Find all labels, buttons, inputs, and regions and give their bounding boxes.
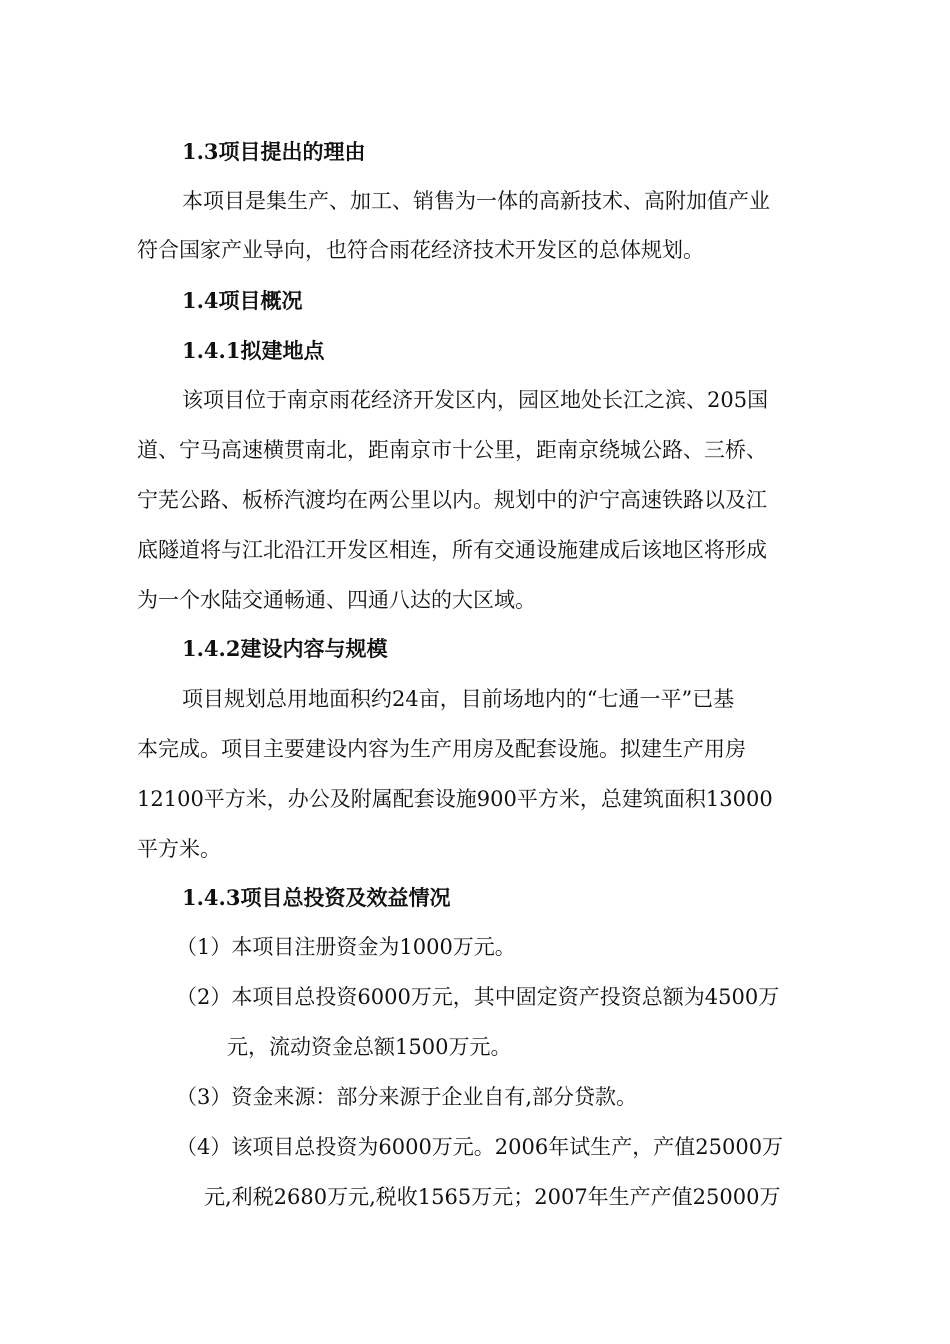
paragraph-line: 12100平方米，办公及附属配套设施900平方米，总建筑面积13000 [137, 787, 773, 811]
list-item: （4）该项目总投资为6000万元。2006年试生产，产值25000万 [176, 1135, 784, 1159]
paragraph-line: 底隧道将与江北沿江开发区相连，所有交通设施建成后该地区将形成 [137, 538, 767, 562]
section-heading-1-4: 1.4项目概况 [182, 288, 303, 313]
section-heading-1-4-3: 1.4.3项目总投资及效益情况 [182, 885, 451, 910]
paragraph-line: 项目规划总用地面积约24亩，目前场地内的“七通一平”已基 [182, 687, 735, 711]
paragraph-line: 符合国家产业导向，也符合雨花经济技术开发区的总体规划。 [137, 238, 704, 262]
list-item: （1）本项目注册资金为1000万元。 [176, 935, 516, 959]
paragraph-line: 本项目是集生产、加工、销售为一体的高新技术、高附加值产业 [182, 189, 770, 213]
paragraph-line: 本完成。项目主要建设内容为生产用房及配套设施。拟建生产用房 [137, 737, 746, 761]
section-heading-1-4-1: 1.4.1拟建地点 [182, 338, 325, 363]
list-item: （2）本项目总投资6000万元，其中固定资产投资总额为4500万 [176, 985, 780, 1009]
paragraph-line: 平方米。 [137, 837, 221, 861]
paragraph-line: 宁芜公路、板桥汽渡均在两公里以内。规划中的沪宁高速铁路以及江 [137, 488, 767, 512]
paragraph-line: 为一个水陆交通畅通、四通八达的大区域。 [137, 588, 536, 612]
section-heading-1-3: 1.3项目提出的理由 [182, 139, 366, 164]
list-item: （3）资金来源：部分来源于企业自有,部分贷款。 [176, 1085, 638, 1109]
section-heading-1-4-2: 1.4.2建设内容与规模 [182, 636, 388, 661]
paragraph-line: 该项目位于南京雨花经济开发区内，园区地处长江之滨、205国 [182, 388, 769, 412]
list-item-continuation: 元，流动资金总额1500万元。 [227, 1035, 512, 1059]
paragraph-line: 道、宁马高速横贯南北，距南京市十公里，距南京绕城公路、三桥、 [137, 438, 767, 462]
list-item-continuation: 元,利税2680万元,税收1565万元；2007年生产产值25000万 [204, 1185, 781, 1209]
